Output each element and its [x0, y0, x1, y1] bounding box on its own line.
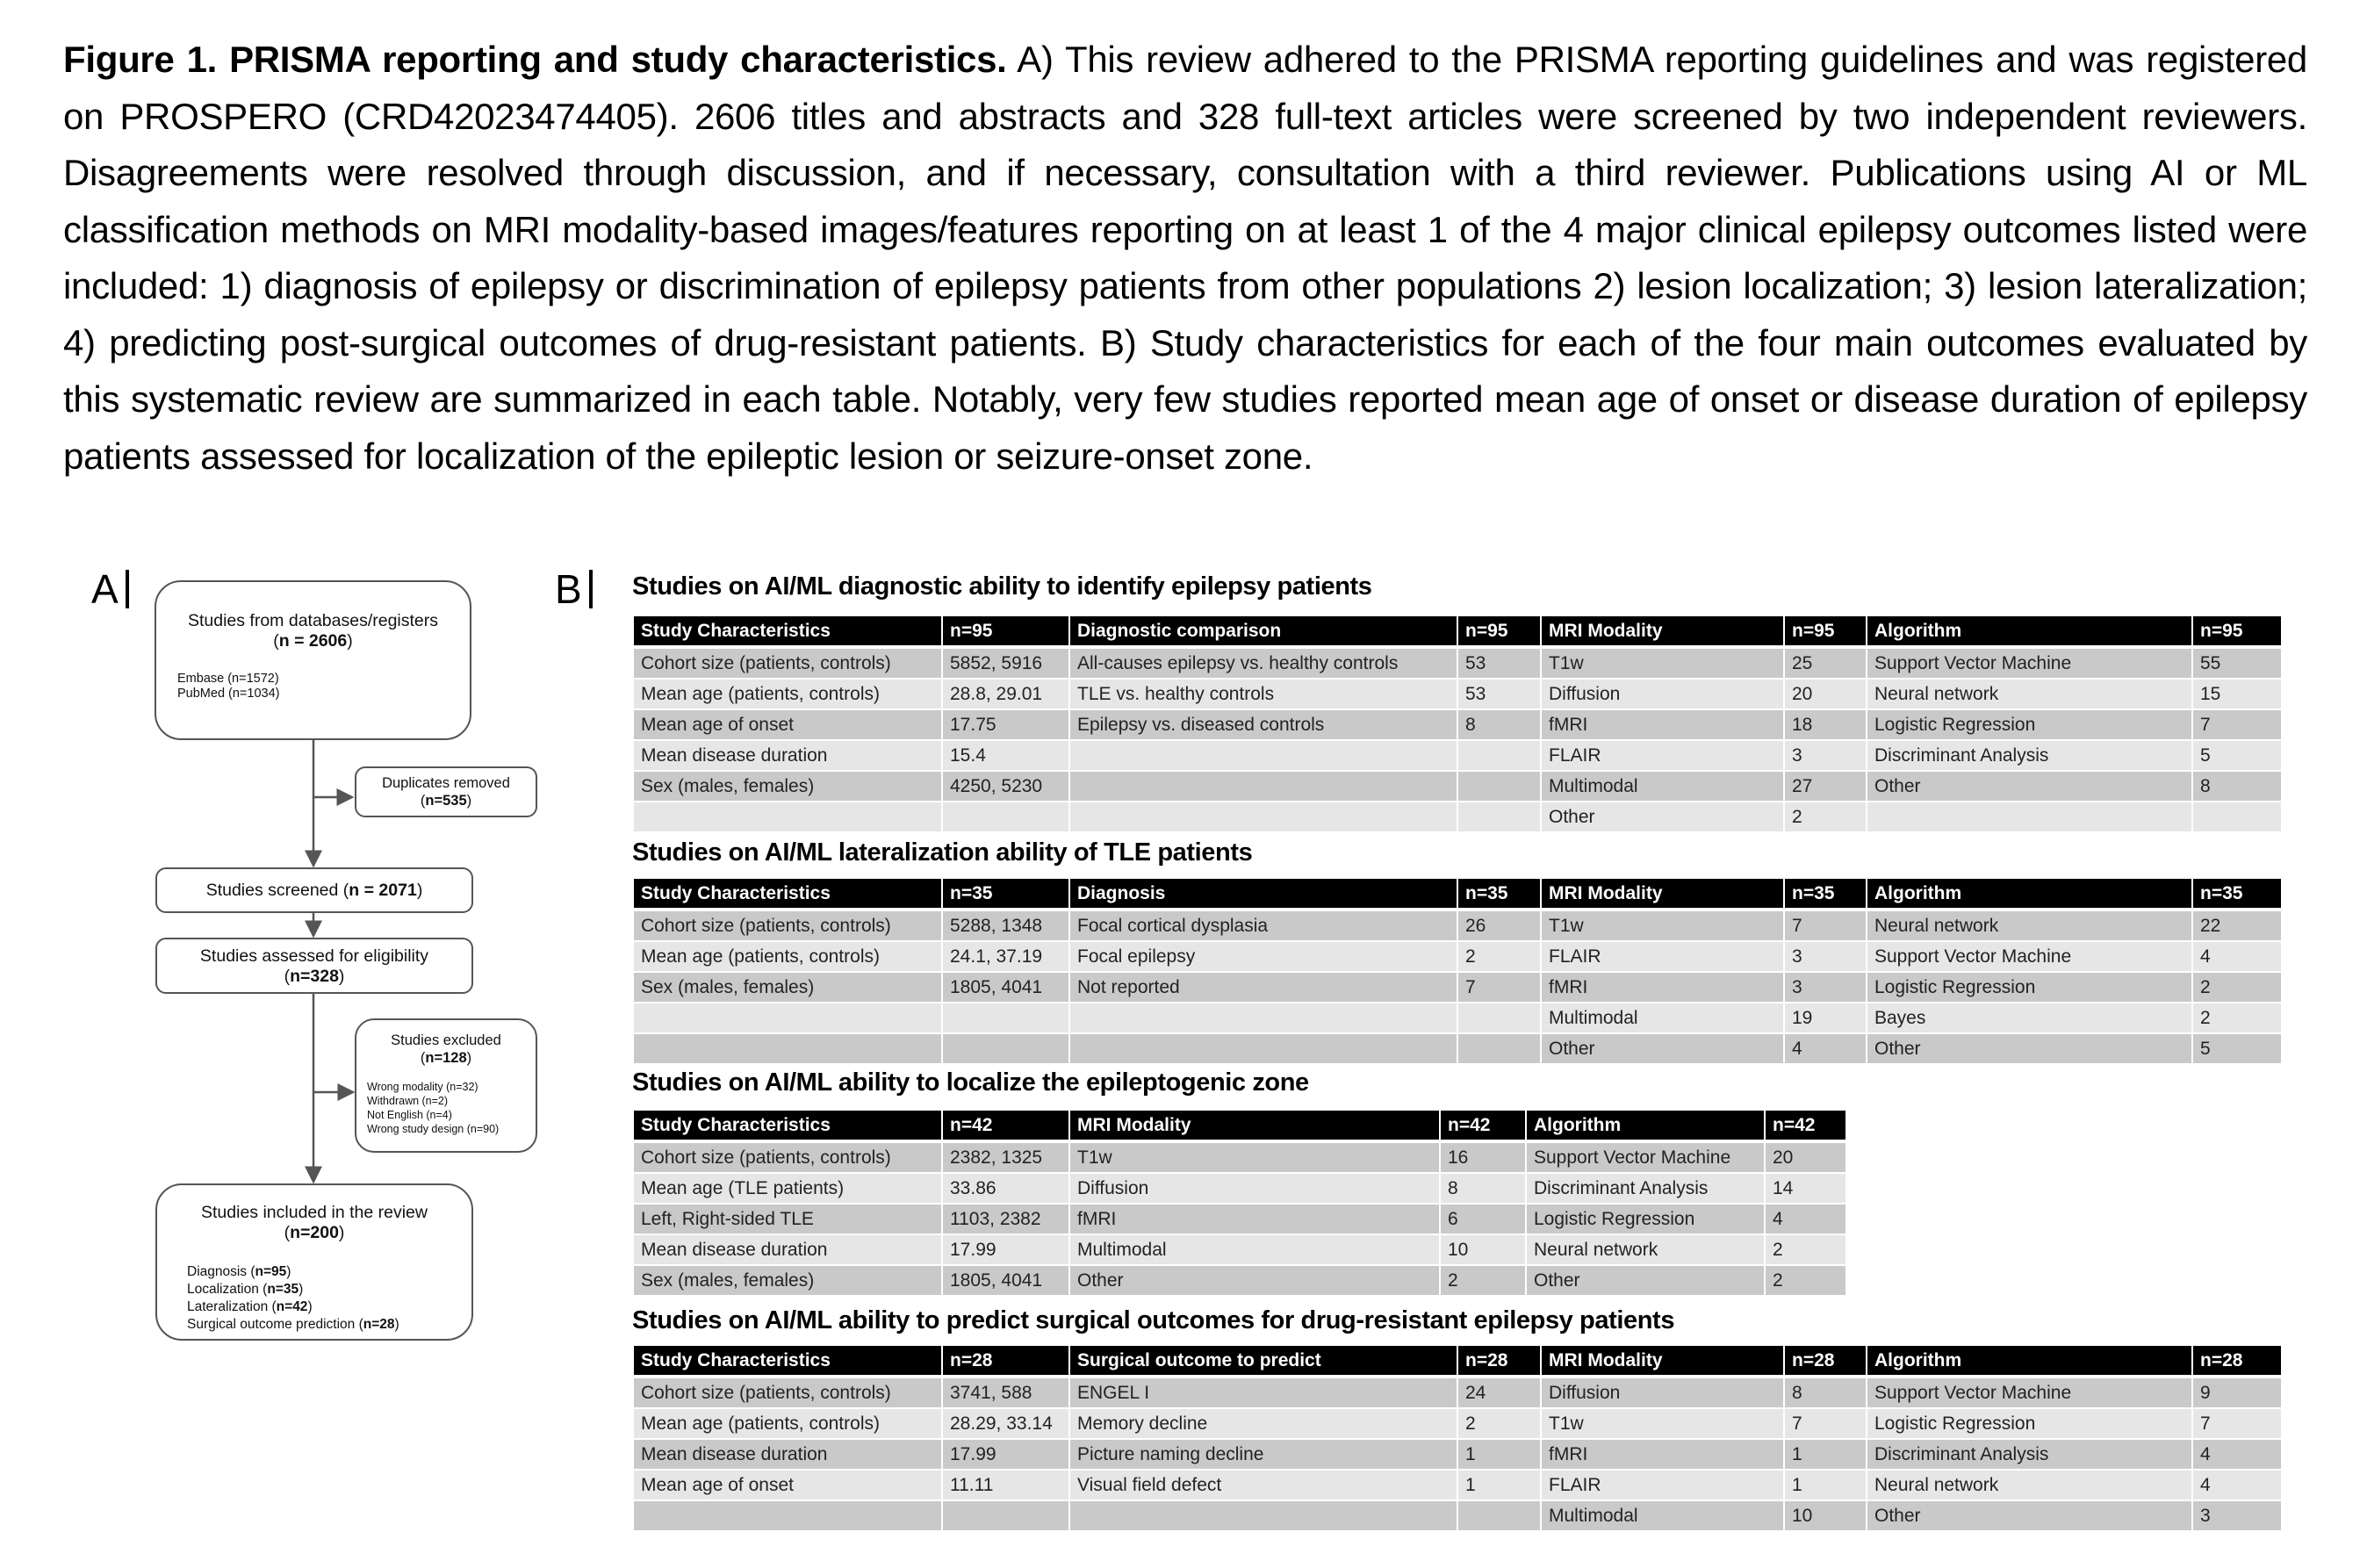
- column-header: Algorithm: [1867, 616, 2192, 647]
- column-header: Study Characteristics: [634, 1111, 942, 1141]
- table-cell: 27: [1784, 771, 1867, 802]
- table-cell: Logistic Regression: [1867, 709, 2192, 740]
- table-cell: 1: [1457, 1470, 1541, 1500]
- screened-title: Studies screened (n = 2071): [205, 881, 423, 900]
- table-cell: 55: [2192, 647, 2281, 679]
- excluded-reason: Wrong modality (n=32): [367, 1080, 478, 1093]
- column-header: Study Characteristics: [634, 879, 942, 910]
- column-header: n=28: [1784, 1346, 1867, 1377]
- table-cell: FLAIR: [1541, 1470, 1784, 1500]
- column-header: n=35: [1784, 879, 1867, 910]
- table-cell: [1457, 802, 1541, 831]
- table-row: [634, 1377, 2281, 1408]
- table-cell: [1069, 771, 1457, 802]
- table-cell: Other: [1069, 1265, 1440, 1295]
- table-cell: 17.75: [942, 709, 1069, 740]
- table-cell: 8: [2192, 771, 2281, 802]
- column-header: Diagnostic comparison: [1069, 616, 1457, 647]
- table-cell: Other: [1526, 1265, 1765, 1295]
- table-cell: [1069, 1500, 1457, 1530]
- table-cell: 16: [1440, 1141, 1526, 1173]
- table-cell: Discriminant Analysis: [1867, 740, 2192, 771]
- table-cell: Other: [1541, 1033, 1784, 1063]
- panel-divider: [126, 570, 129, 608]
- table-cell: 28.8, 29.01: [942, 679, 1069, 709]
- table-row: [634, 802, 2281, 831]
- included-title: Studies included in the review (n=200): [201, 1203, 428, 1243]
- table-cell: ENGEL I: [1069, 1377, 1457, 1408]
- table-row: [634, 972, 2281, 1003]
- included-item-label: Lateralization: [187, 1299, 269, 1315]
- column-header: MRI Modality: [1541, 616, 1784, 647]
- table-cell: 14: [1765, 1173, 1845, 1204]
- table-cell: 5288, 1348: [942, 910, 1069, 941]
- table-cell: [634, 1033, 942, 1063]
- table-cell: Cohort size (patients, controls): [634, 1377, 942, 1408]
- column-header: Algorithm: [1867, 1346, 2192, 1377]
- included-item-label: Localization: [187, 1281, 259, 1297]
- column-header: n=35: [2192, 879, 2281, 910]
- table-cell: 7: [1784, 910, 1867, 941]
- table-cell: Diffusion: [1069, 1173, 1440, 1204]
- table-cell: T1w: [1541, 1408, 1784, 1439]
- table-cell: 3: [1784, 740, 1867, 771]
- table-cell: fMRI: [1541, 709, 1784, 740]
- table-cell: Cohort size (patients, controls): [634, 1141, 942, 1173]
- table-cell: Other: [1867, 771, 2192, 802]
- table-header-row: [634, 879, 2281, 910]
- table-cell: Support Vector Machine: [1867, 941, 2192, 972]
- flowchart-excluded-box: [355, 1018, 537, 1153]
- table-cell: 5852, 5916: [942, 647, 1069, 679]
- table-cell: All-causes epilepsy vs. healthy controls: [1069, 647, 1457, 679]
- table-cell: [634, 802, 942, 831]
- table-cell: 1805, 4041: [942, 1265, 1069, 1295]
- table-cell: 28.29, 33.14: [942, 1408, 1069, 1439]
- table-cell: Support Vector Machine: [1526, 1141, 1765, 1173]
- table-cell: 24.1, 37.19: [942, 941, 1069, 972]
- table-cell: TLE vs. healthy controls: [1069, 679, 1457, 709]
- table-cell: Mean age (patients, controls): [634, 941, 942, 972]
- table-cell: Bayes: [1867, 1003, 2192, 1033]
- table-cell: [1457, 1003, 1541, 1033]
- excluded-reason: Not English (n=4): [367, 1109, 452, 1122]
- table-row: [634, 1204, 1845, 1234]
- table-cell: 20: [1765, 1141, 1845, 1173]
- included-item-label: Diagnosis: [187, 1263, 248, 1279]
- table-cell: Multimodal: [1541, 1500, 1784, 1530]
- table-row: [634, 740, 2281, 771]
- column-header: n=95: [1457, 616, 1541, 647]
- caption-text: A) This review adhered to the PRISMA reporting guidelines and was registered on PROSPERO (CRD42023474405). 2606 titles and abstracts and 328 full-text articles were screened by two independent reviewers. Disagreements were resolved through discussion, and if necessary, consultation with a third reviewer. Publications using AI or ML classification methods on MRI modality-based images/features reporting on at least 1 of the 4 major clinical epilepsy outcomes listed were included: 1) diagnosis of epilepsy or discrimination of epilepsy patients from other populations 2) lesion localization; 3) lesion lateralization; 4) predicting post-surgical outcomes of drug-resistant patients. B) Study characteristics for each of the four main outcomes evaluated by this systematic review are summarized in each table. Notably, very few studies reported mean age of onset or disease duration of epilepsy patients assessed for localization of the epileptic lesion or seizure-onset zone.: [63, 39, 2307, 477]
- table-cell: 53: [1457, 679, 1541, 709]
- included-item-count: n=95: [255, 1263, 287, 1279]
- table-cell: Focal cortical dysplasia: [1069, 910, 1457, 941]
- column-header: Algorithm: [1526, 1111, 1765, 1141]
- excluded-reasons: [367, 1080, 536, 1137]
- table-cell: [1457, 1033, 1541, 1063]
- table-cell: 5: [2192, 740, 2281, 771]
- column-header: Study Characteristics: [634, 616, 942, 647]
- column-header: n=35: [942, 879, 1069, 910]
- table-cell: 4: [1784, 1033, 1867, 1063]
- table-cell: 7: [1457, 972, 1541, 1003]
- table-cell: 8: [1784, 1377, 1867, 1408]
- table-cell: 4: [1765, 1204, 1845, 1234]
- table-cell: 22: [2192, 910, 2281, 941]
- table-cell: 4: [2192, 1439, 2281, 1470]
- table-cell: T1w: [1069, 1141, 1440, 1173]
- table-cell: [1457, 740, 1541, 771]
- table-cell: Other: [1867, 1500, 2192, 1530]
- column-header: n=95: [2192, 616, 2281, 647]
- table-cell: 7: [1784, 1408, 1867, 1439]
- excluded-reason: Withdrawn (n=2): [367, 1094, 449, 1107]
- table-row: [634, 1408, 2281, 1439]
- table-row: [634, 1234, 1845, 1265]
- table-header-row: [634, 1346, 2281, 1377]
- table-cell: fMRI: [1069, 1204, 1440, 1234]
- excluded-title-text: Studies excluded: [391, 1032, 501, 1048]
- table-cell: Neural network: [1867, 910, 2192, 941]
- table-row: [634, 1173, 1845, 1204]
- table-cell: 17.99: [942, 1234, 1069, 1265]
- table-cell: 4: [2192, 1470, 2281, 1500]
- table-cell: Mean age of onset: [634, 709, 942, 740]
- table-cell: Support Vector Machine: [1867, 647, 2192, 679]
- table-cell: 7: [2192, 709, 2281, 740]
- included-item-count: n=35: [267, 1281, 299, 1297]
- table-cell: fMRI: [1541, 1439, 1784, 1470]
- included-item-surgical: Surgical outcome prediction (n=28): [187, 1317, 399, 1333]
- column-header: n=28: [942, 1346, 1069, 1377]
- identification-title: Studies from databases/registers (n = 2606): [187, 611, 439, 651]
- table-cell: [1457, 1500, 1541, 1530]
- flowchart-duplicates-box: [355, 766, 537, 817]
- identification-title-text: Studies from databases/registers: [187, 611, 439, 630]
- identification-count: n = 2606: [278, 631, 348, 651]
- table-cell: Neural network: [1867, 1470, 2192, 1500]
- table-cell: T1w: [1541, 647, 1784, 679]
- included-item-label: Surgical outcome prediction: [187, 1317, 356, 1333]
- column-header: Algorithm: [1867, 879, 2192, 910]
- table-cell: Epilepsy vs. diseased controls: [1069, 709, 1457, 740]
- table-cell: Mean age (patients, controls): [634, 679, 942, 709]
- table-cell: Mean age (TLE patients): [634, 1173, 942, 1204]
- column-header: n=42: [942, 1111, 1069, 1141]
- table-cell: 2: [1457, 1408, 1541, 1439]
- included-item-lateralization: Lateralization (n=42): [187, 1299, 313, 1315]
- included-title-text: Studies included in the review: [201, 1203, 428, 1222]
- table-cell: 24: [1457, 1377, 1541, 1408]
- table-cell: 2: [1765, 1234, 1845, 1265]
- table-row: [634, 647, 2281, 679]
- table-cell: 15: [2192, 679, 2281, 709]
- included-item-count: n=42: [276, 1299, 308, 1315]
- table-cell: 2: [2192, 1003, 2281, 1033]
- table-cell: 2: [2192, 972, 2281, 1003]
- table-cell: Discriminant Analysis: [1867, 1439, 2192, 1470]
- table-cell: 3: [1784, 941, 1867, 972]
- table-surgical-outcomes: [634, 1346, 2281, 1530]
- table-cell: Mean age (patients, controls): [634, 1408, 942, 1439]
- table-cell: 1: [1784, 1470, 1867, 1500]
- table-title-lateralization: Studies on AI/ML lateralization ability of TLE patients: [632, 838, 1253, 867]
- table-cell: 2: [1784, 802, 1867, 831]
- screened-count: n = 2071: [349, 881, 417, 900]
- table-cell: Left, Right-sided TLE: [634, 1204, 942, 1234]
- table-cell: [1457, 771, 1541, 802]
- table-header-row: [634, 616, 2281, 647]
- table-cell: Cohort size (patients, controls): [634, 910, 942, 941]
- table-row: [634, 709, 2281, 740]
- table-header-row: [634, 1111, 1845, 1141]
- table-cell: Other: [1541, 802, 1784, 831]
- table-cell: [634, 1003, 942, 1033]
- table-cell: 20: [1784, 679, 1867, 709]
- table-cell: 2: [1765, 1265, 1845, 1295]
- table-row: [634, 1439, 2281, 1470]
- table-cell: Diffusion: [1541, 679, 1784, 709]
- table-cell: Sex (males, females): [634, 972, 942, 1003]
- table-cell: Visual field defect: [1069, 1470, 1457, 1500]
- table-cell: [634, 1500, 942, 1530]
- table-title-localization: Studies on AI/ML ability to localize the epileptogenic zone: [632, 1068, 1309, 1097]
- table-cell: Neural network: [1526, 1234, 1765, 1265]
- table-cell: 19: [1784, 1003, 1867, 1033]
- table-cell: 1: [1784, 1439, 1867, 1470]
- table-cell: 4250, 5230: [942, 771, 1069, 802]
- column-header: n=95: [1784, 616, 1867, 647]
- table-cell: Multimodal: [1069, 1234, 1440, 1265]
- included-item-diagnosis: Diagnosis (n=95): [187, 1263, 291, 1279]
- column-header: Study Characteristics: [634, 1346, 942, 1377]
- table-cell: 2382, 1325: [942, 1141, 1069, 1173]
- table-cell: T1w: [1541, 910, 1784, 941]
- table-row: [634, 910, 2281, 941]
- table-cell: [1069, 1033, 1457, 1063]
- column-header: n=35: [1457, 879, 1541, 910]
- column-header: n=42: [1440, 1111, 1526, 1141]
- screened-title-text: Studies screened: [205, 881, 339, 900]
- flowchart-eligibility-box: [155, 938, 473, 994]
- table-cell: 26: [1457, 910, 1541, 941]
- flowchart-identification-box: [155, 580, 471, 740]
- table-cell: 15.4: [942, 740, 1069, 771]
- column-header: n=28: [2192, 1346, 2281, 1377]
- table-cell: 3: [2192, 1500, 2281, 1530]
- table-cell: 10: [1784, 1500, 1867, 1530]
- flowchart-included-box: [155, 1183, 473, 1341]
- table-cell: Discriminant Analysis: [1526, 1173, 1765, 1204]
- table-row: [634, 1470, 2281, 1500]
- table-cell: Logistic Regression: [1867, 972, 2192, 1003]
- table-cell: 3: [1784, 972, 1867, 1003]
- table-cell: FLAIR: [1541, 941, 1784, 972]
- table-cell: 4: [2192, 941, 2281, 972]
- column-header: n=42: [1765, 1111, 1845, 1141]
- column-header: n=95: [942, 616, 1069, 647]
- panel-letter-b: B: [555, 566, 582, 612]
- table-cell: Diffusion: [1541, 1377, 1784, 1408]
- table-cell: Cohort size (patients, controls): [634, 647, 942, 679]
- table-cell: 2: [1457, 941, 1541, 972]
- table-title-diagnostic: Studies on AI/ML diagnostic ability to identify epilepsy patients: [632, 572, 1372, 601]
- table-cell: 1: [1457, 1439, 1541, 1470]
- column-header: n=28: [1457, 1346, 1541, 1377]
- table-cell: [942, 802, 1069, 831]
- table-cell: Mean disease duration: [634, 1439, 942, 1470]
- table-cell: [1069, 1003, 1457, 1033]
- column-header: Surgical outcome to predict: [1069, 1346, 1457, 1377]
- included-breakdown: [187, 1263, 471, 1334]
- table-cell: Focal epilepsy: [1069, 941, 1457, 972]
- table-diagnostic: [634, 616, 2281, 831]
- column-header: MRI Modality: [1541, 879, 1784, 910]
- source-embase: Embase (n=1572): [177, 671, 279, 686]
- table-cell: Sex (males, females): [634, 771, 942, 802]
- table-cell: 18: [1784, 709, 1867, 740]
- duplicates-title-text: Duplicates removed: [382, 775, 510, 791]
- duplicates-count: n=535: [425, 792, 467, 809]
- table-cell: Mean disease duration: [634, 740, 942, 771]
- table-row: [634, 1003, 2281, 1033]
- table-cell: Multimodal: [1541, 771, 1784, 802]
- table-cell: Mean disease duration: [634, 1234, 942, 1265]
- panel-divider: [589, 570, 593, 608]
- column-header: MRI Modality: [1541, 1346, 1784, 1377]
- table-cell: 10: [1440, 1234, 1526, 1265]
- flowchart-screened-box: [155, 867, 473, 913]
- table-cell: 8: [1440, 1173, 1526, 1204]
- table-cell: Neural network: [1867, 679, 2192, 709]
- table-cell: [942, 1033, 1069, 1063]
- table-cell: Sex (males, females): [634, 1265, 942, 1295]
- table-cell: Other: [1867, 1033, 2192, 1063]
- table-row: [634, 941, 2281, 972]
- table-cell: Logistic Regression: [1867, 1408, 2192, 1439]
- table-cell: 3741, 588: [942, 1377, 1069, 1408]
- included-count: n=200: [290, 1223, 339, 1243]
- excluded-title: Studies excluded (n=128): [391, 1032, 501, 1066]
- table-cell: 33.86: [942, 1173, 1069, 1204]
- table-cell: 1805, 4041: [942, 972, 1069, 1003]
- eligibility-title: Studies assessed for eligibility (n=328): [199, 946, 429, 987]
- table-cell: 5: [2192, 1033, 2281, 1063]
- table-cell: 8: [1457, 709, 1541, 740]
- table-row: [634, 679, 2281, 709]
- eligibility-count: n=328: [290, 967, 339, 987]
- table-cell: [942, 1003, 1069, 1033]
- table-cell: [2192, 802, 2281, 831]
- table-cell: Not reported: [1069, 972, 1457, 1003]
- table-cell: 11.11: [942, 1470, 1069, 1500]
- excluded-reason: Wrong study design (n=90): [367, 1123, 500, 1136]
- included-item-count: n=28: [363, 1317, 395, 1333]
- source-pubmed: PubMed (n=1034): [177, 687, 280, 701]
- table-cell: [1069, 802, 1457, 831]
- table-cell: Picture naming decline: [1069, 1439, 1457, 1470]
- table-row: [634, 1265, 1845, 1295]
- figure-caption: [63, 32, 2307, 485]
- caption-label: Figure 1. PRISMA reporting and study characteristics.: [63, 39, 1007, 80]
- column-header: MRI Modality: [1069, 1111, 1440, 1141]
- table-cell: 7: [2192, 1408, 2281, 1439]
- table-cell: 25: [1784, 647, 1867, 679]
- table-cell: Support Vector Machine: [1867, 1377, 2192, 1408]
- duplicates-title: Duplicates removed (n=535): [382, 775, 510, 809]
- identification-sources: [177, 672, 470, 702]
- included-item-localization: Localization (n=35): [187, 1281, 304, 1297]
- table-cell: [1867, 802, 2192, 831]
- table-cell: 6: [1440, 1204, 1526, 1234]
- table-row: [634, 1500, 2281, 1530]
- table-cell: Logistic Regression: [1526, 1204, 1765, 1234]
- table-cell: Multimodal: [1541, 1003, 1784, 1033]
- table-cell: 9: [2192, 1377, 2281, 1408]
- table-cell: 1103, 2382: [942, 1204, 1069, 1234]
- table-cell: [942, 1500, 1069, 1530]
- panel-letter-a: A: [91, 566, 119, 612]
- eligibility-title-text: Studies assessed for eligibility: [199, 946, 429, 966]
- table-cell: Mean age of onset: [634, 1470, 942, 1500]
- table-cell: fMRI: [1541, 972, 1784, 1003]
- table-cell: 53: [1457, 647, 1541, 679]
- excluded-count: n=128: [425, 1049, 467, 1066]
- table-cell: 17.99: [942, 1439, 1069, 1470]
- table-row: [634, 1141, 1845, 1173]
- table-row: [634, 1033, 2281, 1063]
- table-row: [634, 771, 2281, 802]
- table-cell: 2: [1440, 1265, 1526, 1295]
- table-title-surgical: Studies on AI/ML ability to predict surgical outcomes for drug-resistant epilepsy patients: [632, 1306, 1675, 1334]
- table-lateralization: [634, 879, 2281, 1063]
- table-cell: [1069, 740, 1457, 771]
- panel-label-a: [91, 566, 129, 612]
- table-cell: FLAIR: [1541, 740, 1784, 771]
- column-header: Diagnosis: [1069, 879, 1457, 910]
- table-localization: [634, 1111, 1845, 1295]
- panel-label-b: [555, 566, 593, 612]
- table-cell: Memory decline: [1069, 1408, 1457, 1439]
